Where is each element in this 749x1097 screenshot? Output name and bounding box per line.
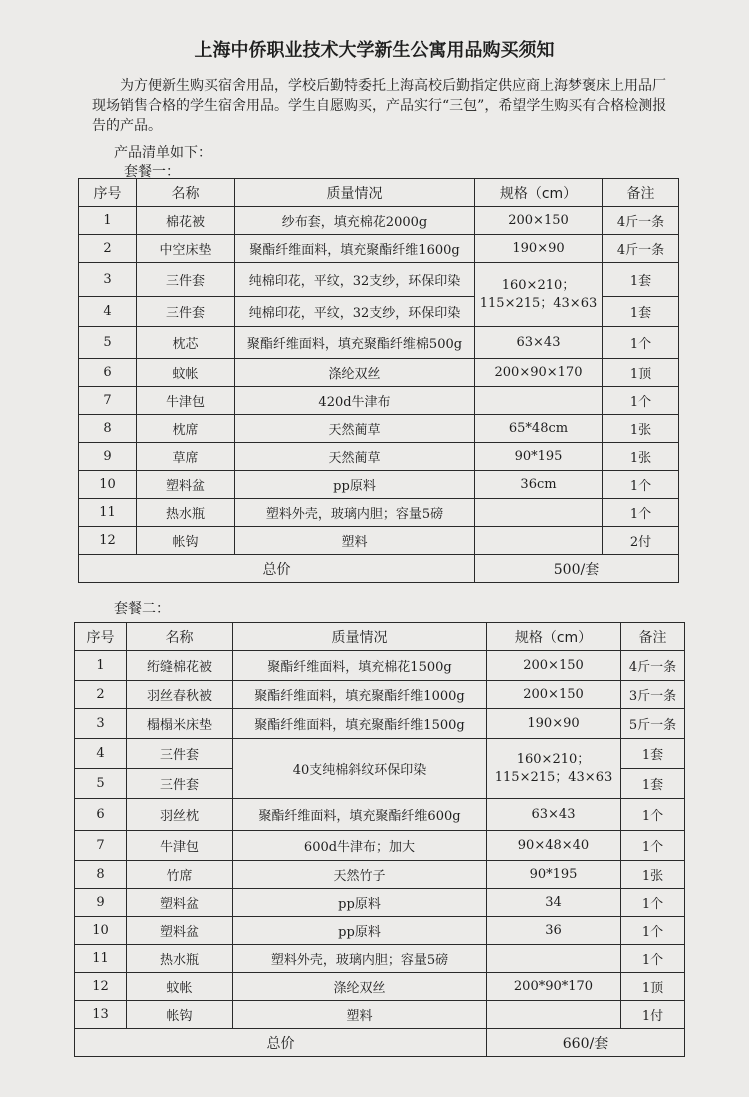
row-number: 7 xyxy=(75,831,127,861)
item-quality: 纯棉印花，平纹，32支纱，环保印染 xyxy=(235,297,475,327)
header-spec: 规格（cm） xyxy=(475,179,603,207)
product-list-label: 产品清单如下： xyxy=(114,145,212,161)
item-note: 1套 xyxy=(621,739,685,769)
row-number: 8 xyxy=(79,415,137,443)
item-spec: 36cm xyxy=(475,471,603,499)
item-name: 草席 xyxy=(137,443,235,471)
item-name: 塑料盆 xyxy=(137,471,235,499)
item-spec: 90*195 xyxy=(487,861,621,889)
item-quality: 聚酯纤维面料，填充聚酯纤维1500g xyxy=(233,709,487,739)
row-number: 8 xyxy=(75,861,127,889)
item-name: 蚊帐 xyxy=(127,973,233,1001)
item-quality: 纱布套，填充棉花2000g xyxy=(235,207,475,235)
table-row xyxy=(75,945,685,973)
item-name: 榻榻米床垫 xyxy=(127,709,233,739)
table-row xyxy=(79,235,679,263)
item-quality: 塑料外壳，玻璃内胆；容量5磅 xyxy=(235,499,475,527)
set2-table-body xyxy=(75,651,685,1057)
set1-table-body xyxy=(79,207,679,583)
item-spec xyxy=(487,1001,621,1029)
item-quality: 聚酯纤维面料，填充聚酯纤维1600g xyxy=(235,235,475,263)
total-price: 500/套 xyxy=(475,555,679,583)
item-name: 中空床垫 xyxy=(137,235,235,263)
item-note: 1个 xyxy=(621,917,685,945)
table-row xyxy=(79,499,679,527)
table-row xyxy=(79,327,679,359)
item-quality: 40支纯棉斜纹环保印染 xyxy=(233,739,487,799)
item-note: 5斤一条 xyxy=(621,709,685,739)
header-quality: 质量情况 xyxy=(233,623,487,651)
header-note: 备注 xyxy=(603,179,679,207)
document-title: 上海中侨职业技术大学新生公寓用品购买须知 xyxy=(194,40,555,61)
item-quality: 涤纶双丝 xyxy=(233,973,487,1001)
item-spec: 200×150 xyxy=(475,207,603,235)
item-spec: 200*90*170 xyxy=(487,973,621,1001)
intro-text: 为方便新生购买宿舍用品，学校后勤特委托上海高校后勤指定供应商上海梦褒床上用品厂现场销售合格的学生宿舍用品。学生自愿购买，产品实行“三包”，希望学生购买有合格检测报告的产品。 xyxy=(92,78,667,134)
item-note: 1套 xyxy=(603,297,679,327)
item-quality: 聚酯纤维面料，填充聚酯纤维棉500g xyxy=(235,327,475,359)
intro-paragraph xyxy=(92,76,672,136)
item-spec xyxy=(475,387,603,415)
item-note: 1个 xyxy=(603,327,679,359)
row-number: 12 xyxy=(79,527,137,555)
item-name: 竹席 xyxy=(127,861,233,889)
item-spec: 200×150 xyxy=(487,651,621,681)
item-note: 1张 xyxy=(621,861,685,889)
item-spec: 90×48×40 xyxy=(487,831,621,861)
item-spec: 36 xyxy=(487,917,621,945)
item-note: 1付 xyxy=(621,1001,685,1029)
table-row xyxy=(75,831,685,861)
item-name: 枕席 xyxy=(137,415,235,443)
item-note: 4斤一条 xyxy=(621,651,685,681)
item-quality: 塑料外壳，玻璃内胆；容量5磅 xyxy=(233,945,487,973)
item-quality: 聚酯纤维面料，填充聚酯纤维600g xyxy=(233,799,487,831)
table-row xyxy=(79,443,679,471)
item-note: 1个 xyxy=(621,945,685,973)
item-spec xyxy=(475,527,603,555)
item-name: 热水瓶 xyxy=(127,945,233,973)
item-note: 1张 xyxy=(603,443,679,471)
row-number: 5 xyxy=(79,327,137,359)
item-note: 1个 xyxy=(621,831,685,861)
table-row xyxy=(75,709,685,739)
total-label: 总价 xyxy=(79,555,475,583)
row-number: 3 xyxy=(79,263,137,297)
row-number: 4 xyxy=(75,739,127,769)
header-no: 序号 xyxy=(75,623,127,651)
table-row xyxy=(79,263,679,297)
item-note: 4斤一条 xyxy=(603,207,679,235)
row-number: 1 xyxy=(75,651,127,681)
item-quality: 420d牛津布 xyxy=(235,387,475,415)
item-name: 绗缝棉花被 xyxy=(127,651,233,681)
item-spec: 63×43 xyxy=(475,327,603,359)
item-name: 帐钩 xyxy=(127,1001,233,1029)
table-row xyxy=(75,889,685,917)
item-spec: 160×210；115×215；43×63 xyxy=(475,263,603,327)
item-name: 三件套 xyxy=(137,263,235,297)
header-no: 序号 xyxy=(79,179,137,207)
table-row xyxy=(79,207,679,235)
row-number: 3 xyxy=(75,709,127,739)
item-name: 三件套 xyxy=(127,739,233,769)
item-note: 1个 xyxy=(621,889,685,917)
item-name: 帐钩 xyxy=(137,527,235,555)
set1-header-row xyxy=(79,179,679,207)
header-name: 名称 xyxy=(127,623,233,651)
item-spec: 190×90 xyxy=(487,709,621,739)
item-note: 4斤一条 xyxy=(603,235,679,263)
item-spec: 200×150 xyxy=(487,681,621,709)
item-quality: 天然蔺草 xyxy=(235,415,475,443)
row-number: 9 xyxy=(75,889,127,917)
item-name: 棉花被 xyxy=(137,207,235,235)
item-quality: 天然蔺草 xyxy=(235,443,475,471)
item-quality: 600d牛津布；加大 xyxy=(233,831,487,861)
set1-table xyxy=(78,178,679,583)
header-spec: 规格（cm） xyxy=(487,623,621,651)
table-row xyxy=(75,739,685,769)
item-note: 1张 xyxy=(603,415,679,443)
row-number: 4 xyxy=(79,297,137,327)
row-number: 10 xyxy=(75,917,127,945)
table-row xyxy=(75,917,685,945)
item-name: 羽丝春秋被 xyxy=(127,681,233,709)
item-note: 1顶 xyxy=(603,359,679,387)
item-quality: pp原料 xyxy=(235,471,475,499)
header-note: 备注 xyxy=(621,623,685,651)
item-name: 三件套 xyxy=(137,297,235,327)
row-number: 2 xyxy=(79,235,137,263)
item-name: 羽丝枕 xyxy=(127,799,233,831)
table-row xyxy=(79,527,679,555)
item-quality: 纯棉印花，平纹，32支纱，环保印染 xyxy=(235,263,475,297)
table-row xyxy=(75,973,685,1001)
table-row xyxy=(79,471,679,499)
item-quality: 聚酯纤维面料，填充棉花1500g xyxy=(233,651,487,681)
table-row xyxy=(79,387,679,415)
item-note: 2付 xyxy=(603,527,679,555)
total-price: 660/套 xyxy=(487,1029,685,1057)
item-spec: 90*195 xyxy=(475,443,603,471)
item-note: 1个 xyxy=(621,799,685,831)
row-number: 9 xyxy=(79,443,137,471)
item-note: 1顶 xyxy=(621,973,685,1001)
row-number: 6 xyxy=(79,359,137,387)
item-quality: pp原料 xyxy=(233,917,487,945)
table-row xyxy=(79,415,679,443)
table-row xyxy=(75,651,685,681)
item-spec: 200×90×170 xyxy=(475,359,603,387)
item-spec xyxy=(487,945,621,973)
row-number: 13 xyxy=(75,1001,127,1029)
item-note: 3斤一条 xyxy=(621,681,685,709)
total-row xyxy=(75,1029,685,1057)
item-quality: 塑料 xyxy=(233,1001,487,1029)
item-note: 1个 xyxy=(603,499,679,527)
row-number: 11 xyxy=(79,499,137,527)
item-name: 塑料盆 xyxy=(127,917,233,945)
item-quality: pp原料 xyxy=(233,889,487,917)
table-row xyxy=(79,359,679,387)
item-note: 1套 xyxy=(621,769,685,799)
item-quality: 塑料 xyxy=(235,527,475,555)
table-row xyxy=(75,861,685,889)
item-name: 牛津包 xyxy=(127,831,233,861)
row-number: 2 xyxy=(75,681,127,709)
row-number: 7 xyxy=(79,387,137,415)
item-name: 牛津包 xyxy=(137,387,235,415)
row-number: 1 xyxy=(79,207,137,235)
header-name: 名称 xyxy=(137,179,235,207)
set2-label: 套餐二： xyxy=(114,601,170,617)
item-spec: 63×43 xyxy=(487,799,621,831)
item-name: 蚊帐 xyxy=(137,359,235,387)
row-number: 5 xyxy=(75,769,127,799)
table-row xyxy=(75,799,685,831)
row-number: 11 xyxy=(75,945,127,973)
header-quality: 质量情况 xyxy=(235,179,475,207)
item-spec: 190×90 xyxy=(475,235,603,263)
item-note: 1个 xyxy=(603,387,679,415)
item-quality: 聚酯纤维面料，填充聚酯纤维1000g xyxy=(233,681,487,709)
item-spec: 65*48cm xyxy=(475,415,603,443)
set2-table xyxy=(74,622,685,1057)
item-spec xyxy=(475,499,603,527)
total-label: 总价 xyxy=(75,1029,487,1057)
item-name: 塑料盆 xyxy=(127,889,233,917)
table-row xyxy=(75,681,685,709)
row-number: 10 xyxy=(79,471,137,499)
item-name: 枕芯 xyxy=(137,327,235,359)
row-number: 6 xyxy=(75,799,127,831)
item-quality: 涤纶双丝 xyxy=(235,359,475,387)
item-name: 热水瓶 xyxy=(137,499,235,527)
table-row xyxy=(75,1001,685,1029)
set1-label: 套餐一： xyxy=(124,164,180,180)
item-quality: 天然竹子 xyxy=(233,861,487,889)
item-spec: 160×210；115×215；43×63 xyxy=(487,739,621,799)
set2-header-row xyxy=(75,623,685,651)
total-row xyxy=(79,555,679,583)
row-number: 12 xyxy=(75,973,127,1001)
item-note: 1个 xyxy=(603,471,679,499)
item-name: 三件套 xyxy=(127,769,233,799)
item-spec: 34 xyxy=(487,889,621,917)
item-note: 1套 xyxy=(603,263,679,297)
